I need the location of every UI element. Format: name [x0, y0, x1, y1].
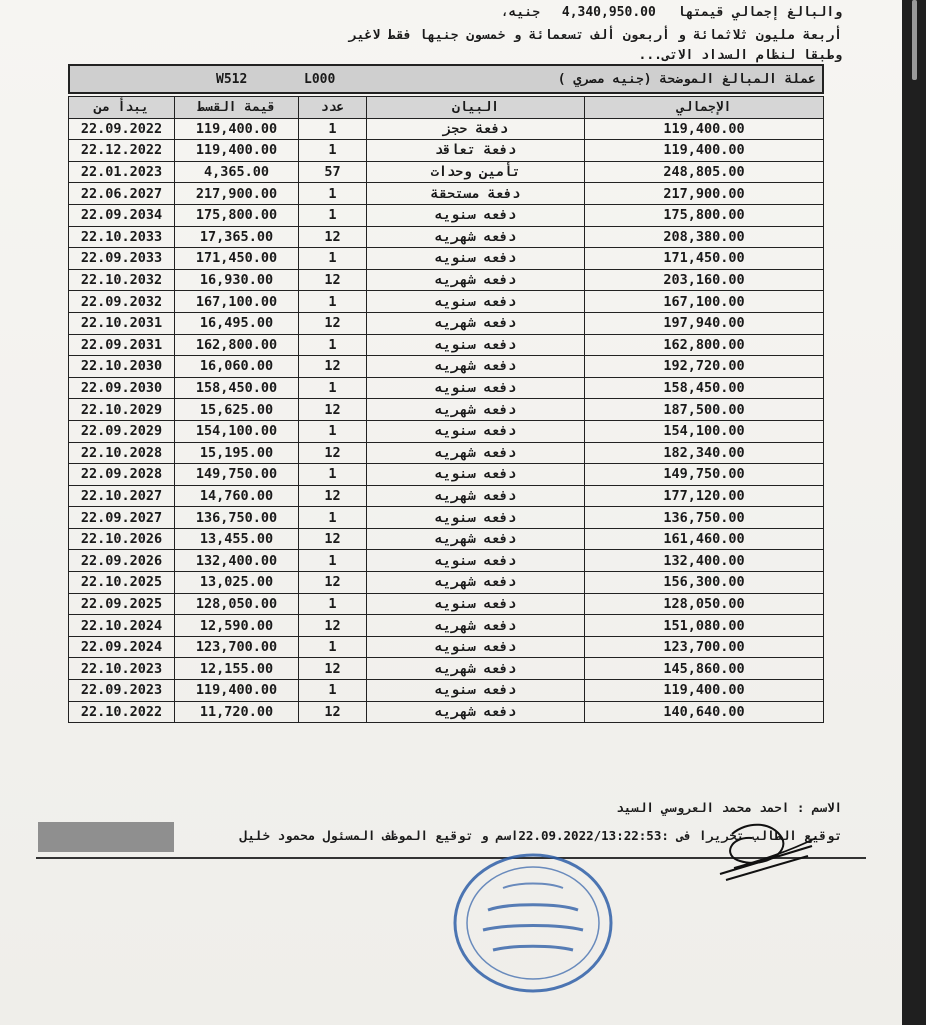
payment-schedule-table — [68, 96, 824, 723]
name-value: احمد محمد العروسي السيد — [616, 800, 790, 815]
table-row — [69, 248, 824, 270]
start-date-cell: 22.10.2027 — [69, 485, 175, 507]
total-cell: 175,800.00 — [585, 204, 824, 226]
count-cell: 1 — [299, 464, 367, 486]
currency-label: عملة المبالغ الموضحة (جنيه مصري ) — [557, 72, 816, 87]
table-row — [69, 399, 824, 421]
count-cell: 1 — [299, 204, 367, 226]
installment-amount-cell: 13,025.00 — [175, 572, 299, 594]
table-row — [69, 528, 824, 550]
table-row — [69, 593, 824, 615]
start-date-cell: 22.09.2030 — [69, 377, 175, 399]
count-cell: 12 — [299, 615, 367, 637]
table-row — [69, 356, 824, 378]
unit-code-w512: W512 — [216, 72, 248, 87]
description-cell: دفعه سنويه — [367, 420, 585, 442]
count-cell: 1 — [299, 593, 367, 615]
header-total-unit: جنيه، — [500, 5, 541, 20]
installment-amount-cell: 136,750.00 — [175, 507, 299, 529]
installment-amount-cell: 16,930.00 — [175, 269, 299, 291]
count-cell: 1 — [299, 291, 367, 313]
start-date-cell: 22.10.2026 — [69, 528, 175, 550]
start-date-cell: 22.12.2022 — [69, 140, 175, 162]
total-cell: 119,400.00 — [585, 140, 824, 162]
table-row — [69, 334, 824, 356]
installment-amount-cell: 154,100.00 — [175, 420, 299, 442]
start-date-cell: 22.09.2022 — [69, 118, 175, 140]
count-cell: 57 — [299, 161, 367, 183]
total-cell: 217,900.00 — [585, 183, 824, 205]
count-cell: 12 — [299, 572, 367, 594]
installment-amount-cell: 123,700.00 — [175, 636, 299, 658]
start-date-cell: 22.09.2025 — [69, 593, 175, 615]
count-cell: 1 — [299, 636, 367, 658]
description-cell: دفعه سنويه — [367, 636, 585, 658]
total-cell: 154,100.00 — [585, 420, 824, 442]
installment-amount-cell: 14,760.00 — [175, 485, 299, 507]
total-cell: 162,800.00 — [585, 334, 824, 356]
start-date-cell: 22.10.2025 — [69, 572, 175, 594]
installment-amount-cell: 167,100.00 — [175, 291, 299, 313]
count-cell: 1 — [299, 118, 367, 140]
table-row — [69, 636, 824, 658]
start-date-cell: 22.10.2031 — [69, 312, 175, 334]
start-date-cell: 22.10.2028 — [69, 442, 175, 464]
company-stamp-seal — [448, 848, 618, 998]
total-cell: 208,380.00 — [585, 226, 824, 248]
table-row — [69, 118, 824, 140]
description-cell: دفعة تعاقد — [367, 140, 585, 162]
table-row — [69, 485, 824, 507]
total-cell: 177,120.00 — [585, 485, 824, 507]
description-cell: دفعه سنويه — [367, 291, 585, 313]
table-row — [69, 572, 824, 594]
total-cell: 140,640.00 — [585, 701, 824, 723]
start-date-cell: 22.10.2022 — [69, 701, 175, 723]
count-cell: 12 — [299, 701, 367, 723]
table-row — [69, 464, 824, 486]
header-installment-amount: قيمة القسط — [175, 97, 299, 119]
table-row — [69, 140, 824, 162]
start-date-cell: 22.10.2029 — [69, 399, 175, 421]
count-cell: 12 — [299, 442, 367, 464]
start-date-cell: 22.09.2023 — [69, 680, 175, 702]
header-total-words: أربعة مليون ثلاثمائة و أربعون ألف تسعمائة و خمسون جنيها فقط لاغير — [348, 28, 842, 43]
description-cell: دفعه شهريه — [367, 485, 585, 507]
count-cell: 12 — [299, 226, 367, 248]
total-cell: 161,460.00 — [585, 528, 824, 550]
description-cell: دفعه سنويه — [367, 593, 585, 615]
total-cell: 119,400.00 — [585, 118, 824, 140]
description-cell: دفعه شهريه — [367, 399, 585, 421]
header-total-line — [501, 5, 842, 20]
table-row — [69, 507, 824, 529]
count-cell: 12 — [299, 528, 367, 550]
table-row — [69, 615, 824, 637]
description-cell: دفعه شهريه — [367, 615, 585, 637]
description-cell: تأمين وحدات — [367, 161, 585, 183]
total-cell: 132,400.00 — [585, 550, 824, 572]
header-total-value: 4,340,950.00 — [561, 5, 656, 20]
start-date-cell: 22.10.2030 — [69, 356, 175, 378]
total-cell: 158,450.00 — [585, 377, 824, 399]
installment-amount-cell: 15,195.00 — [175, 442, 299, 464]
table-row — [69, 183, 824, 205]
description-cell: دفعه شهريه — [367, 356, 585, 378]
header-payment-system: وطبقا لنظام السداد الاتى... — [638, 48, 842, 63]
installment-amount-cell: 16,495.00 — [175, 312, 299, 334]
total-cell: 197,940.00 — [585, 312, 824, 334]
description-cell: دفعه شهريه — [367, 658, 585, 680]
installment-amount-cell: 217,900.00 — [175, 183, 299, 205]
total-cell: 167,100.00 — [585, 291, 824, 313]
description-cell: دفعه سنويه — [367, 507, 585, 529]
total-cell: 182,340.00 — [585, 442, 824, 464]
description-cell: دفعه سنويه — [367, 464, 585, 486]
count-cell: 1 — [299, 507, 367, 529]
table-row — [69, 701, 824, 723]
total-cell: 136,750.00 — [585, 507, 824, 529]
count-cell: 1 — [299, 680, 367, 702]
count-cell: 1 — [299, 377, 367, 399]
description-cell: دفعه شهريه — [367, 312, 585, 334]
count-cell: 12 — [299, 485, 367, 507]
count-cell: 12 — [299, 356, 367, 378]
window-edge — [902, 0, 926, 1025]
table-row — [69, 269, 824, 291]
installment-amount-cell: 4,365.00 — [175, 161, 299, 183]
description-cell: دفعه سنويه — [367, 377, 585, 399]
installment-amount-cell: 17,365.00 — [175, 226, 299, 248]
description-cell: دفعه شهريه — [367, 442, 585, 464]
installment-amount-cell: 15,625.00 — [175, 399, 299, 421]
start-date-cell: 22.09.2028 — [69, 464, 175, 486]
description-cell: دفعه شهريه — [367, 701, 585, 723]
installment-amount-cell: 149,750.00 — [175, 464, 299, 486]
total-cell: 248,805.00 — [585, 161, 824, 183]
redaction-box — [38, 822, 174, 852]
installment-amount-cell: 119,400.00 — [175, 140, 299, 162]
count-cell: 1 — [299, 550, 367, 572]
installment-amount-cell: 13,455.00 — [175, 528, 299, 550]
table-row — [69, 550, 824, 572]
table-row — [69, 204, 824, 226]
start-date-cell: 22.06.2027 — [69, 183, 175, 205]
currency-bar — [68, 64, 824, 94]
description-cell: دفعه سنويه — [367, 204, 585, 226]
installment-amount-cell: 12,590.00 — [175, 615, 299, 637]
start-date-cell: 22.10.2024 — [69, 615, 175, 637]
count-cell: 12 — [299, 658, 367, 680]
start-date-cell: 22.09.2031 — [69, 334, 175, 356]
table-row — [69, 377, 824, 399]
table-row — [69, 312, 824, 334]
scrollbar-thumb[interactable] — [912, 0, 917, 80]
installment-amount-cell: 132,400.00 — [175, 550, 299, 572]
installment-amount-cell: 16,060.00 — [175, 356, 299, 378]
total-cell: 156,300.00 — [585, 572, 824, 594]
description-cell: دفعه سنويه — [367, 680, 585, 702]
table-header-row — [69, 97, 824, 119]
description-cell: دفعه سنويه — [367, 248, 585, 270]
table-row — [69, 658, 824, 680]
start-date-cell: 22.09.2033 — [69, 248, 175, 270]
header-count: عدد — [299, 97, 367, 119]
total-cell: 187,500.00 — [585, 399, 824, 421]
count-cell: 12 — [299, 312, 367, 334]
description-cell: دفعه شهريه — [367, 226, 585, 248]
start-date-cell: 22.09.2032 — [69, 291, 175, 313]
installment-amount-cell: 175,800.00 — [175, 204, 299, 226]
total-cell: 123,700.00 — [585, 636, 824, 658]
start-date-cell: 22.09.2026 — [69, 550, 175, 572]
name-line — [616, 800, 842, 815]
count-cell: 12 — [299, 269, 367, 291]
start-date-cell: 22.09.2034 — [69, 204, 175, 226]
header-description: البيان — [367, 97, 585, 119]
count-cell: 1 — [299, 334, 367, 356]
header-start-date: يبدأ من — [69, 97, 175, 119]
description-cell: دفعه شهريه — [367, 572, 585, 594]
description-cell: دفعة حجز — [367, 118, 585, 140]
count-cell: 12 — [299, 399, 367, 421]
count-cell: 1 — [299, 248, 367, 270]
count-cell: 1 — [299, 140, 367, 162]
total-cell: 145,860.00 — [585, 658, 824, 680]
start-date-cell: 22.01.2023 — [69, 161, 175, 183]
table-row — [69, 420, 824, 442]
total-cell: 203,160.00 — [585, 269, 824, 291]
table-row — [69, 226, 824, 248]
header-total-label: والبالغ إجمالي قيمتها — [677, 5, 842, 20]
header-total: الإجمالي — [585, 97, 824, 119]
start-date-cell: 22.09.2027 — [69, 507, 175, 529]
installment-amount-cell: 171,450.00 — [175, 248, 299, 270]
description-cell: دفعه سنويه — [367, 334, 585, 356]
count-cell: 1 — [299, 183, 367, 205]
name-label: الاسم : — [796, 800, 842, 815]
description-cell: دفعه سنويه — [367, 550, 585, 572]
signature-line-text: توقيع الطالب تحريرا فى :22.09.2022/13:22:53اسم و توقيع الموظف المسئول محمود خليل — [239, 828, 842, 843]
table-row — [69, 291, 824, 313]
description-cell: دفعه شهريه — [367, 528, 585, 550]
total-cell: 119,400.00 — [585, 680, 824, 702]
total-cell: 192,720.00 — [585, 356, 824, 378]
installment-amount-cell: 119,400.00 — [175, 680, 299, 702]
installment-amount-cell: 158,450.00 — [175, 377, 299, 399]
table-row — [69, 680, 824, 702]
start-date-cell: 22.10.2023 — [69, 658, 175, 680]
table-row — [69, 442, 824, 464]
installment-amount-cell: 128,050.00 — [175, 593, 299, 615]
total-cell: 171,450.00 — [585, 248, 824, 270]
unit-code-l000: L000 — [304, 72, 336, 87]
installment-amount-cell: 12,155.00 — [175, 658, 299, 680]
total-cell: 151,080.00 — [585, 615, 824, 637]
total-cell: 149,750.00 — [585, 464, 824, 486]
description-cell: دفعة مستحقة — [367, 183, 585, 205]
description-cell: دفعه شهريه — [367, 269, 585, 291]
start-date-cell: 22.10.2033 — [69, 226, 175, 248]
handwritten-signature — [712, 816, 822, 886]
count-cell: 1 — [299, 420, 367, 442]
table-row — [69, 161, 824, 183]
installment-amount-cell: 119,400.00 — [175, 118, 299, 140]
installment-amount-cell: 11,720.00 — [175, 701, 299, 723]
installment-amount-cell: 162,800.00 — [175, 334, 299, 356]
total-cell: 128,050.00 — [585, 593, 824, 615]
start-date-cell: 22.10.2032 — [69, 269, 175, 291]
start-date-cell: 22.09.2029 — [69, 420, 175, 442]
start-date-cell: 22.09.2024 — [69, 636, 175, 658]
